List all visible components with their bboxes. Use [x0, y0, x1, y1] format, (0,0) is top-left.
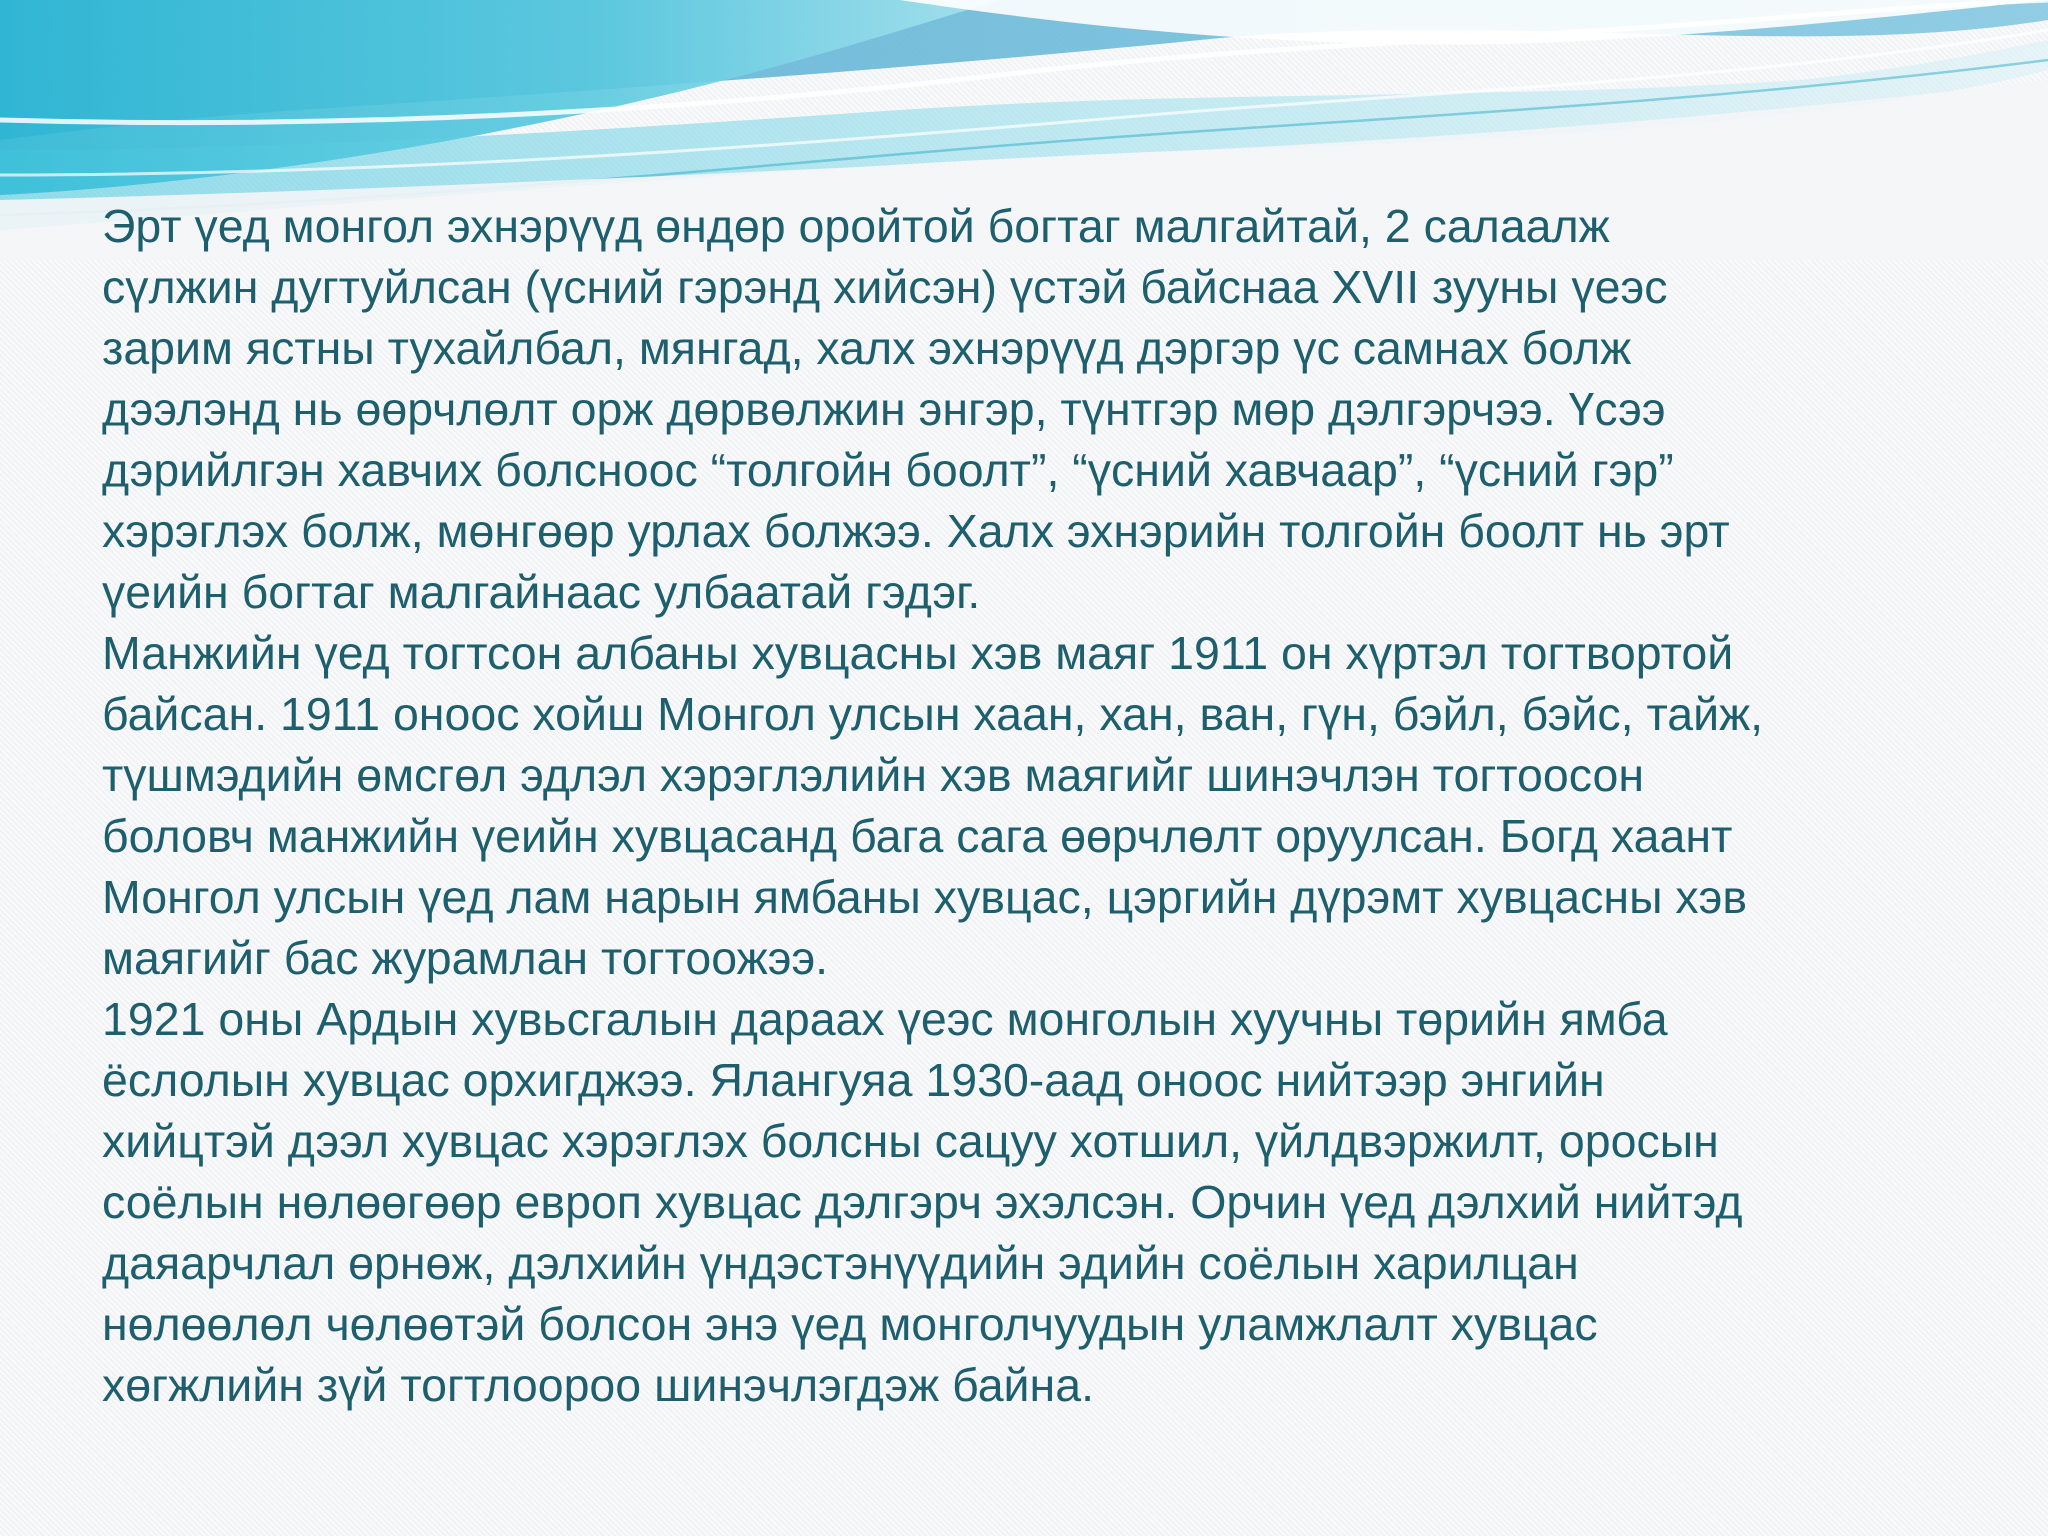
- text-line: түшмэдийн өмсгөл эдлэл хэрэглэлийн хэв маягийг шинэчлэн тогтоосон: [102, 749, 1645, 801]
- text-line: хийцтэй дээл хувцас хэрэглэх болсны сацуу хотшил, үйлдвэржилт, оросын: [102, 1115, 1719, 1167]
- text-line: үеийн богтаг малгайнаас улбаатай гэдэг.: [102, 566, 981, 618]
- text-line: боловч манжийн үеийн хувцасанд бага сага өөрчлөлт оруулсан. Богд хаант: [102, 810, 1733, 862]
- text-line: хэрэглэх болж, мөнгөөр урлах болжээ. Халх эхнэрийн толгойн боолт нь эрт: [102, 505, 1730, 557]
- text-line: Манжийн үед тогтсон албаны хувцасны хэв маяг 1911 он хүртэл тогтвортой: [102, 627, 1734, 679]
- text-line: байсан. 1911 оноос хойш Монгол улсын хаан, хан, ван, гүн, бэйл, бэйс, тайж,: [102, 688, 1764, 740]
- text-line: зарим ястны тухайлбал, мянгад, халх эхнэрүүд дэргэр үс самнах болж: [102, 322, 1632, 374]
- text-line: соёлын нөлөөгөөр европ хувцас дэлгэрч эхэлсэн. Орчин үед дэлхий нийтэд: [102, 1176, 1743, 1228]
- text-line: хөгжлийн зүй тогтлоороо шинэчлэгдэж байна.: [102, 1359, 1094, 1411]
- body-text: [102, 196, 2002, 1416]
- text-line: даяарчлал өрнөж, дэлхийн үндэстэнүүдийн эдийн соёлын харилцан: [102, 1237, 1579, 1289]
- text-line: маягийг бас журамлан тогтоожээ.: [102, 932, 829, 984]
- text-line: 1921 оны Ардын хувьсгалын дараах үеэс монголын хуучны төрийн ямба: [102, 993, 1668, 1045]
- text-line: Монгол улсын үед лам нарын ямбаны хувцас, цэргийн дүрэмт хувцасны хэв: [102, 871, 1748, 923]
- text-line: Эрт үед монгол эхнэрүүд өндөр оройтой богтаг малгайтай, 2 салаалж: [102, 200, 1610, 252]
- text-line: дэрийлгэн хавчих болсноос “толгойн боолт”, “үсний хавчаар”, “үсний гэр”: [102, 444, 1674, 496]
- text-line: сүлжин дугтуйлсан (үсний гэрэнд хийсэн) үстэй байснаа XVII зууны үеэс: [102, 261, 1668, 313]
- text-line: нөлөөлөл чөлөөтэй болсон энэ үед монголчуудын уламжлалт хувцас: [102, 1298, 1598, 1350]
- text-line: ёслолын хувцас орхигджээ. Ялангуяа 1930-аад оноос нийтээр энгийн: [102, 1054, 1605, 1106]
- text-line: дээлэнд нь өөрчлөлт орж дөрвөлжин энгэр, түнтгэр мөр дэлгэрчээ. Үсээ: [102, 383, 1666, 435]
